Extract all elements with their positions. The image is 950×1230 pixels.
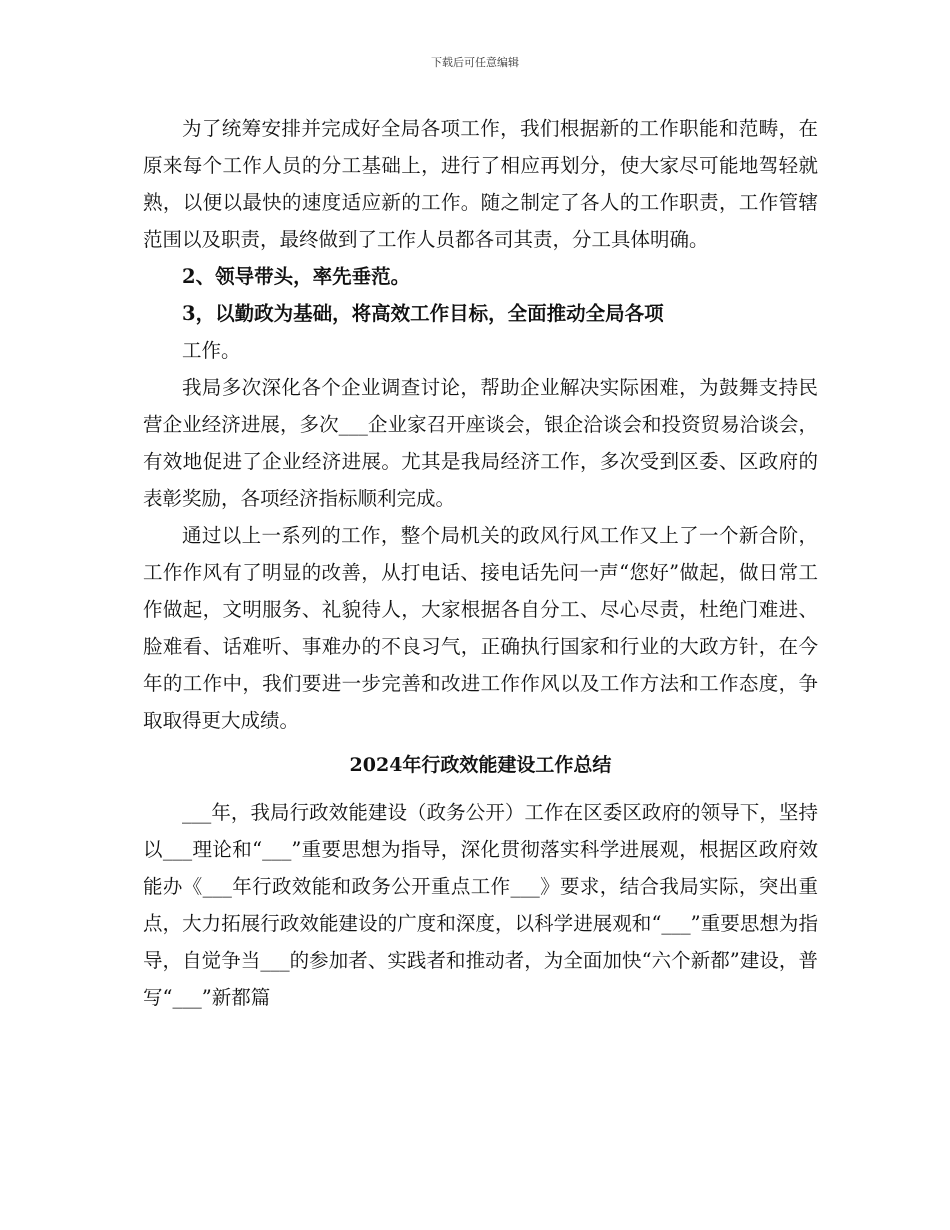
- heading-diligence-continued: 工作。: [182, 339, 241, 362]
- paragraph-division-of-work: 为了统筹安排并完成好全局各项工作，我们根据新的工作职能和范畴，在原来每个工作人员的分工基础上，进行了相应再划分，使大家尽可能地驾轻就熟，以便以最快的速度适应新的工作。随之制定了各人的工作职责，工作管辖范围以及职责，最终做到了工作人员都各司其责，分工具体明确。: [143, 117, 818, 251]
- heading-leadership: 2、领导带头，率先垂范。: [182, 265, 411, 288]
- paragraph-work-style: 通过以上一系列的工作，整个局机关的政风行风工作又上了一个新合阶，工作作风有了明显的改善，从打电话、接电话先问一声“您好”做起，做日常工作做起，文明服务、礼貌待人，大家根据各自分工、尽心尽责，杜绝门难进、脸难看、话难听、事难办的不良习气，正确执行国家和行业的大政方针，在今年的工作中，我们要进一步完善和改进工作作风以及工作方法和工作态度，争取取得更大成绩。: [143, 524, 818, 732]
- section-title: 2024年行政效能建设工作总结: [349, 754, 612, 776]
- paragraph-efficiency-summary: ___年，我局行政效能建设（政务公开）工作在区委区政府的领导下，坚持以___理论和“___”重要思想为指导，深化贯彻落实科学进展观，根据区政府效能办《___年行政效能和政务公开重点工作___》要求，结合我局实际，突出重点，大力拓展行政效能建设的广度和深度，以科学进展观和“___”重要思想为指导，自觉争当___的参加者、实践者和推动者，为全面加快“六个新都”建设，普写“___”新都篇: [143, 801, 818, 1009]
- heading-diligence: 3，以勤政为基础，将高效工作目标，全面推动全局各项: [182, 302, 664, 325]
- paragraph-enterprise-support: 我局多次深化各个企业调查讨论，帮助企业解决实际困难，为鼓舞支持民营企业经济进展，多次___企业家召开座谈会，银企洽谈会和投资贸易洽谈会，有效地促进了企业经济进展。尤其是我局经济工作，多次受到区委、区政府的表彰奖励，各项经济指标顺利完成。: [143, 376, 818, 510]
- page-header-note: 下载后可任意编辑: [431, 56, 519, 69]
- document-body: [143, 110, 818, 1016]
